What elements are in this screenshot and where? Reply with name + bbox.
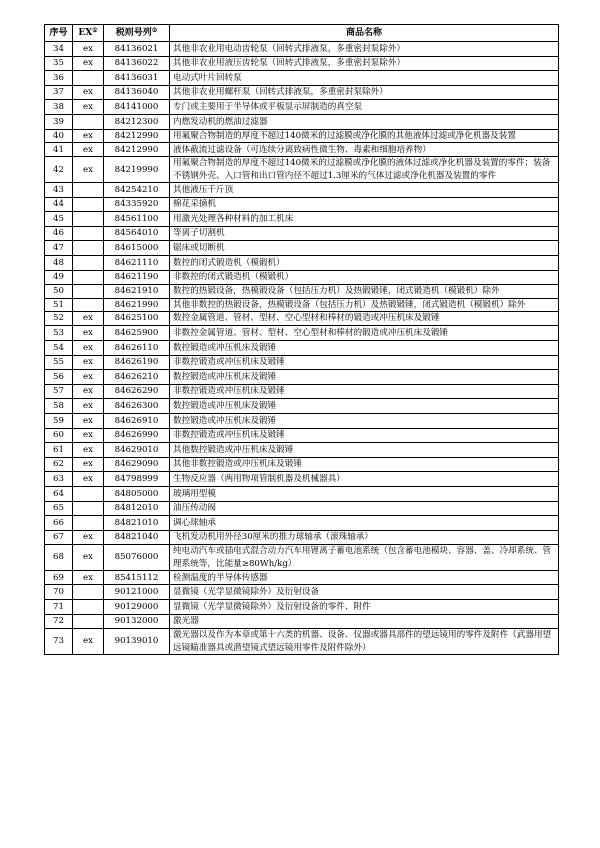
cell-ex: ex xyxy=(73,399,104,414)
cell-desc: 等离子切割机 xyxy=(170,226,559,241)
cell-ex: ex xyxy=(73,100,104,115)
cell-code: 84626990 xyxy=(104,428,170,443)
cell-desc: 非数控锻造或冲压机床及锻锤 xyxy=(170,355,559,370)
cell-code: 84561100 xyxy=(104,212,170,227)
cell-desc: 数控金属管道、管材、型材、空心型材和棒材的锻造或冲压机床及锻锤 xyxy=(170,311,559,326)
table-row xyxy=(45,486,559,501)
cell-code: 85415112 xyxy=(104,570,170,585)
table-row xyxy=(45,399,559,414)
cell-desc: 其他非农业用电动齿轮泵（回转式排液泵，多重密封泵除外） xyxy=(170,42,559,57)
table-row xyxy=(45,298,559,311)
cell-desc: 非数控锻造或冲压机床及锻锤 xyxy=(170,384,559,399)
table-row xyxy=(45,629,559,655)
cell-desc: 数控锻造或冲压机床及锻锤 xyxy=(170,370,559,385)
cell-ex xyxy=(73,212,104,227)
cell-ex: ex xyxy=(73,457,104,472)
cell-ex xyxy=(73,285,104,298)
cell-ex: ex xyxy=(73,545,104,571)
cell-ex: ex xyxy=(73,56,104,71)
cell-seq: 63 xyxy=(45,472,73,487)
table-row xyxy=(45,42,559,57)
cell-desc: 数控锻造或冲压机床及锻锤 xyxy=(170,413,559,428)
cell-ex xyxy=(73,197,104,212)
cell-ex xyxy=(73,600,104,615)
cell-ex xyxy=(73,241,104,256)
cell-code: 84621990 xyxy=(104,298,170,311)
table-row xyxy=(45,100,559,115)
table-row xyxy=(45,270,559,285)
cell-desc: 其他数控锻造或冲压机床及锻锤 xyxy=(170,443,559,458)
cell-ex: ex xyxy=(73,384,104,399)
cell-desc: 生物反应器（两用物项管制机器及机械器具） xyxy=(170,472,559,487)
cell-code: 85076000 xyxy=(104,545,170,571)
cell-ex: ex xyxy=(73,142,104,157)
cell-code: 84626210 xyxy=(104,370,170,385)
cell-code: 84621190 xyxy=(104,270,170,285)
cell-seq: 54 xyxy=(45,340,73,355)
cell-code: 84625900 xyxy=(104,326,170,341)
cell-desc: 其他液压千斤顶 xyxy=(170,183,559,198)
table-row xyxy=(45,530,559,545)
table-row xyxy=(45,129,559,142)
cell-code: 90121000 xyxy=(104,585,170,600)
table-row xyxy=(45,197,559,212)
cell-desc: 其他非数控锻造或冲压机床及锻锤 xyxy=(170,457,559,472)
header-name xyxy=(170,25,559,42)
cell-desc: 液体截流过滤设备（可连续分离致病性微生物、毒素和细胞培养物） xyxy=(170,142,559,157)
table-row xyxy=(45,114,559,129)
cell-desc: 调心球轴承 xyxy=(170,516,559,531)
cell-code: 84136022 xyxy=(104,56,170,71)
cell-seq: 37 xyxy=(45,85,73,100)
cell-code: 84626910 xyxy=(104,413,170,428)
cell-desc: 其他非农业用液压齿轮泵（回转式排液泵，多重密封泵除外） xyxy=(170,56,559,71)
cell-ex xyxy=(73,501,104,516)
cell-code: 84812010 xyxy=(104,501,170,516)
cell-code: 84212300 xyxy=(104,114,170,129)
cell-seq: 39 xyxy=(45,114,73,129)
table-row xyxy=(45,71,559,86)
table-row xyxy=(45,428,559,443)
cell-desc: 用氟聚合物制造的厚度不超过140微米的过滤膜或净化膜的液体过滤或净化机器及装置的零件；装备不锈钢外壳、入口管和出口管内径不超过1.3厘米的气体过滤或净化机器及装置的零件 xyxy=(170,157,559,183)
cell-seq: 53 xyxy=(45,326,73,341)
cell-desc: 数控的闭式锻造机（模锻机） xyxy=(170,256,559,271)
cell-ex: ex xyxy=(73,413,104,428)
table-row xyxy=(45,570,559,585)
cell-desc: 非数控锻造或冲压机床及锻锤 xyxy=(170,428,559,443)
table-row xyxy=(45,212,559,227)
table-row xyxy=(45,326,559,341)
table-row xyxy=(45,585,559,600)
cell-seq: 49 xyxy=(45,270,73,285)
cell-seq: 34 xyxy=(45,42,73,57)
cell-seq: 66 xyxy=(45,516,73,531)
cell-desc: 显微镜（光学显微镜除外）及衍射设备 xyxy=(170,585,559,600)
table-row xyxy=(45,157,559,183)
cell-code: 84626110 xyxy=(104,340,170,355)
cell-code: 84629010 xyxy=(104,443,170,458)
cell-desc: 锯床或切断机 xyxy=(170,241,559,256)
header-code xyxy=(104,25,170,42)
cell-ex xyxy=(73,256,104,271)
cell-code: 84615000 xyxy=(104,241,170,256)
cell-seq: 42 xyxy=(45,157,73,183)
cell-desc: 电动式叶片回转泵 xyxy=(170,71,559,86)
table-row xyxy=(45,311,559,326)
cell-seq: 36 xyxy=(45,71,73,86)
table-row xyxy=(45,183,559,198)
cell-seq: 58 xyxy=(45,399,73,414)
cell-ex xyxy=(73,114,104,129)
table-row xyxy=(45,370,559,385)
cell-desc: 用氟聚合物制造的厚度不超过140微米的过滤膜或净化膜的其他液体过滤或净化机器及装置 xyxy=(170,129,559,142)
cell-seq: 41 xyxy=(45,142,73,157)
table-row xyxy=(45,614,559,629)
cell-code: 84254210 xyxy=(104,183,170,198)
cell-ex xyxy=(73,486,104,501)
cell-ex: ex xyxy=(73,85,104,100)
cell-desc: 飞机发动机用外径30厘米的推力球轴承（滚珠轴承） xyxy=(170,530,559,545)
cell-seq: 50 xyxy=(45,285,73,298)
cell-ex: ex xyxy=(73,472,104,487)
cell-desc: 油压传动阀 xyxy=(170,501,559,516)
cell-desc: 专门或主要用于半导体或平板显示屏制造的真空泵 xyxy=(170,100,559,115)
tariff-table xyxy=(44,24,559,655)
cell-ex xyxy=(73,516,104,531)
cell-code: 84798999 xyxy=(104,472,170,487)
table-row xyxy=(45,340,559,355)
cell-seq: 47 xyxy=(45,241,73,256)
cell-code: 84141000 xyxy=(104,100,170,115)
cell-seq: 56 xyxy=(45,370,73,385)
cell-ex: ex xyxy=(73,326,104,341)
cell-code: 84821010 xyxy=(104,516,170,531)
table-row xyxy=(45,384,559,399)
header-seq-label: 序号 xyxy=(49,27,68,38)
table-row xyxy=(45,413,559,428)
cell-ex xyxy=(73,270,104,285)
cell-code: 84626290 xyxy=(104,384,170,399)
cell-ex xyxy=(73,226,104,241)
cell-seq: 38 xyxy=(45,100,73,115)
cell-desc: 数控锻造或冲压机床及锻锤 xyxy=(170,340,559,355)
cell-code: 84335920 xyxy=(104,197,170,212)
cell-seq: 43 xyxy=(45,183,73,198)
cell-seq: 71 xyxy=(45,600,73,615)
cell-ex xyxy=(73,298,104,311)
cell-seq: 35 xyxy=(45,56,73,71)
cell-desc: 棉花采摘机 xyxy=(170,197,559,212)
cell-ex: ex xyxy=(73,340,104,355)
cell-code: 84821040 xyxy=(104,530,170,545)
cell-code: 84136031 xyxy=(104,71,170,86)
header-seq xyxy=(45,25,73,42)
cell-ex: ex xyxy=(73,629,104,655)
cell-ex: ex xyxy=(73,311,104,326)
cell-desc: 显微镜（光学显微镜除外）及衍射设备的零件、附件 xyxy=(170,600,559,615)
cell-seq: 52 xyxy=(45,311,73,326)
cell-seq: 60 xyxy=(45,428,73,443)
cell-desc: 其他非数控的热锻设备，热模锻设备（包括压力机）及热锻锻锤，闭式锻造机（模锻机）除外 xyxy=(170,298,559,311)
cell-ex xyxy=(73,183,104,198)
table-row xyxy=(45,256,559,271)
cell-seq: 57 xyxy=(45,384,73,399)
cell-seq: 51 xyxy=(45,298,73,311)
header-code-note: ② xyxy=(151,26,158,34)
cell-ex: ex xyxy=(73,530,104,545)
table-row xyxy=(45,472,559,487)
cell-ex: ex xyxy=(73,157,104,183)
header-name-label: 商品名称 xyxy=(345,27,382,38)
cell-seq: 45 xyxy=(45,212,73,227)
cell-code: 84621910 xyxy=(104,285,170,298)
cell-seq: 62 xyxy=(45,457,73,472)
cell-desc: 激光器 xyxy=(170,614,559,629)
cell-ex: ex xyxy=(73,443,104,458)
header-ex xyxy=(73,25,104,42)
table-row xyxy=(45,241,559,256)
cell-code: 84136021 xyxy=(104,42,170,57)
cell-code: 84212990 xyxy=(104,142,170,157)
cell-desc: 数控锻造或冲压机床及锻锤 xyxy=(170,399,559,414)
table-row xyxy=(45,516,559,531)
cell-ex: ex xyxy=(73,370,104,385)
cell-code: 90129000 xyxy=(104,600,170,615)
cell-ex xyxy=(73,614,104,629)
cell-code: 84621110 xyxy=(104,256,170,271)
cell-code: 90139010 xyxy=(104,629,170,655)
cell-ex: ex xyxy=(73,570,104,585)
cell-ex xyxy=(73,71,104,86)
table-row xyxy=(45,501,559,516)
cell-seq: 46 xyxy=(45,226,73,241)
cell-code: 84564010 xyxy=(104,226,170,241)
cell-desc: 内燃发动机的燃油过滤器 xyxy=(170,114,559,129)
cell-seq: 67 xyxy=(45,530,73,545)
cell-seq: 70 xyxy=(45,585,73,600)
header-ex-label: EX xyxy=(78,27,93,38)
cell-desc: 玻璃用型模 xyxy=(170,486,559,501)
header-code-label: 税则号列 xyxy=(115,27,152,38)
cell-seq: 64 xyxy=(45,486,73,501)
cell-code: 84136040 xyxy=(104,85,170,100)
header-ex-note: ① xyxy=(92,26,98,34)
table-row xyxy=(45,457,559,472)
cell-desc: 非数控金属管道、管材、型材、空心型材和棒材的锻造或冲压机床及锻锤 xyxy=(170,326,559,341)
table-row xyxy=(45,355,559,370)
cell-ex: ex xyxy=(73,42,104,57)
cell-desc: 非数控的闭式锻造机（模锻机） xyxy=(170,270,559,285)
table-row xyxy=(45,142,559,157)
cell-seq: 69 xyxy=(45,570,73,585)
cell-code: 84805000 xyxy=(104,486,170,501)
cell-seq: 72 xyxy=(45,614,73,629)
cell-code: 84626190 xyxy=(104,355,170,370)
cell-code: 84626300 xyxy=(104,399,170,414)
cell-ex xyxy=(73,585,104,600)
cell-seq: 55 xyxy=(45,355,73,370)
cell-ex: ex xyxy=(73,355,104,370)
cell-desc: 激光器以及作为本章或第十六类的机器、设备、仪器或器具部件的望远镜用的零件及附件（武器用望远镜瞄准器具或潜望镜式望远镜用零件及附件除外） xyxy=(170,629,559,655)
table-row xyxy=(45,85,559,100)
table-header-row xyxy=(45,25,559,42)
cell-ex: ex xyxy=(73,129,104,142)
table-row xyxy=(45,285,559,298)
table-row xyxy=(45,600,559,615)
cell-seq: 40 xyxy=(45,129,73,142)
cell-seq: 44 xyxy=(45,197,73,212)
cell-seq: 68 xyxy=(45,545,73,571)
cell-desc: 检测温度的半导体传感器 xyxy=(170,570,559,585)
cell-code: 84625100 xyxy=(104,311,170,326)
cell-seq: 61 xyxy=(45,443,73,458)
table-body xyxy=(45,42,559,655)
cell-desc: 用激光处理各种材料的加工机床 xyxy=(170,212,559,227)
table-row xyxy=(45,226,559,241)
table-row xyxy=(45,545,559,571)
cell-code: 84212990 xyxy=(104,129,170,142)
table-row xyxy=(45,56,559,71)
cell-code: 84629090 xyxy=(104,457,170,472)
cell-seq: 59 xyxy=(45,413,73,428)
cell-code: 90132000 xyxy=(104,614,170,629)
table-row xyxy=(45,443,559,458)
cell-desc: 其他非农业用螺杆泵（回转式排液泵，多重密封泵除外） xyxy=(170,85,559,100)
cell-desc: 纯电动汽车或插电式混合动力汽车用锂离子蓄电池系统（包含蓄电池模块、容器、盖、冷却系统、管理系统等，比能量≥80Wh/kg） xyxy=(170,545,559,571)
cell-seq: 48 xyxy=(45,256,73,271)
cell-seq: 65 xyxy=(45,501,73,516)
cell-seq: 73 xyxy=(45,629,73,655)
cell-desc: 数控的热锻设备，热模锻设备（包括压力机）及热锻锻锤，闭式锻造机（模锻机）除外 xyxy=(170,285,559,298)
cell-ex: ex xyxy=(73,428,104,443)
cell-code: 84219990 xyxy=(104,157,170,183)
